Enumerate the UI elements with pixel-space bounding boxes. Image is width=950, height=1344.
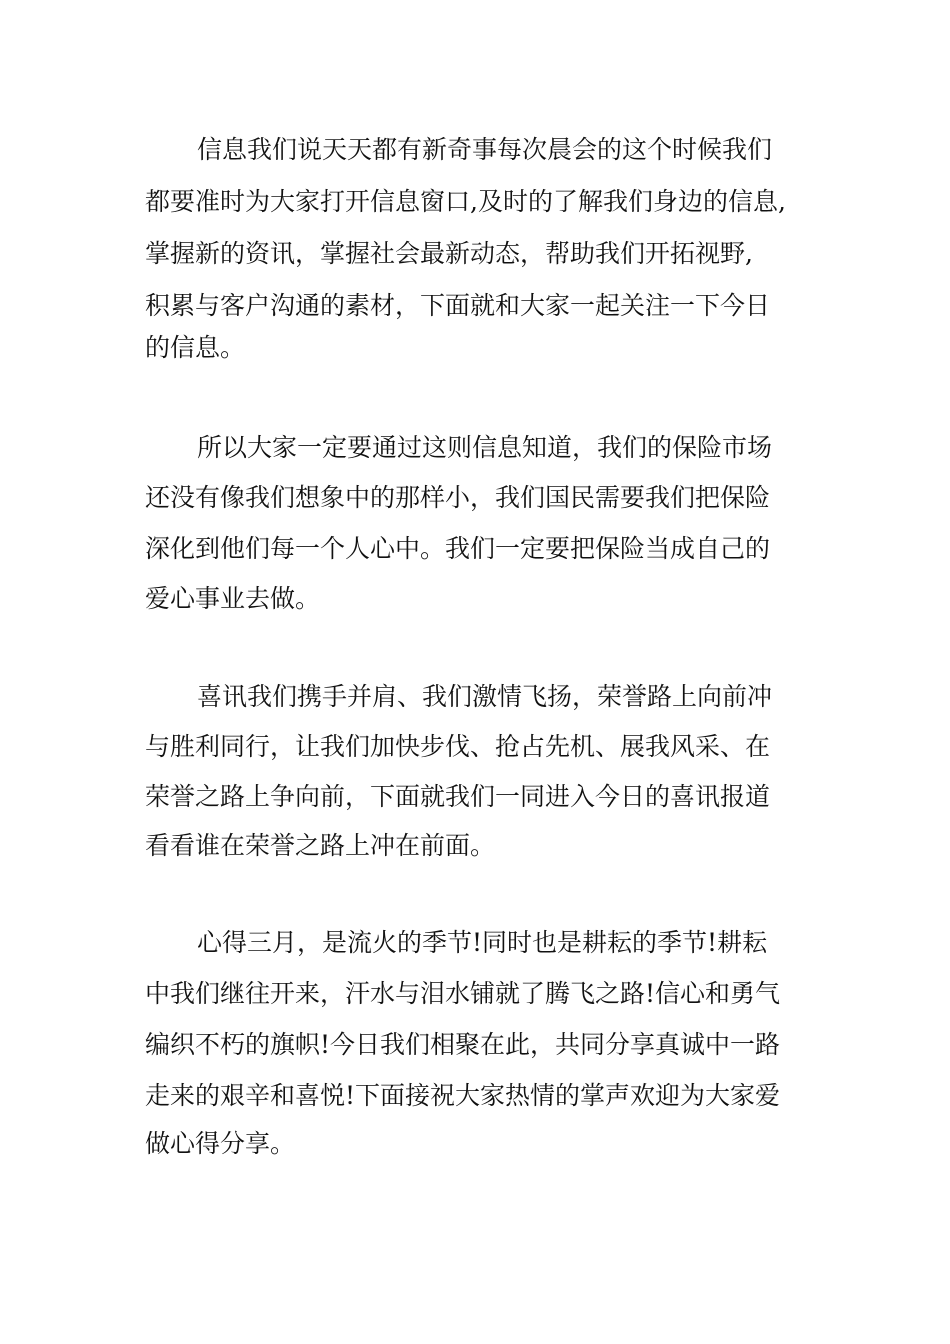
paragraph-4-line-1: 心得三月，是流火的季节!同时也是耕耘的季节!耕耘 xyxy=(197,928,768,957)
paragraph-1-line-3: 掌握新的资讯，掌握社会最新动态，帮助我们开拓视野, xyxy=(145,239,753,268)
paragraph-1-line-2: 都要准时为大家打开信息窗口,及时的了解我们身边的信息, xyxy=(145,187,786,216)
paragraph-3-line-4: 看看谁在荣誉之路上冲在前面。 xyxy=(145,831,496,860)
paragraph-3-line-3: 荣誉之路上争向前，下面就我们一同进入今日的喜讯报道 xyxy=(145,782,771,811)
paragraph-2-line-2: 还没有像我们想象中的那样小，我们国民需要我们把保险 xyxy=(145,483,771,512)
paragraph-2-line-4: 爱心事业去做。 xyxy=(145,584,321,613)
paragraph-4-line-4: 走来的艰辛和喜悦!下面接祝大家热情的掌声欢迎为大家爱 xyxy=(145,1081,781,1110)
paragraph-4-line-2: 中我们继往开来，汗水与泪水铺就了腾飞之路!信心和勇气 xyxy=(145,979,781,1008)
paragraph-1-line-1: 信息我们说天天都有新奇事每次晨会的这个时候我们 xyxy=(197,135,773,164)
paragraph-3-line-2: 与胜利同行，让我们加快步伐、抢占先机、展我风采、在 xyxy=(145,732,771,761)
paragraph-4-line-3: 编织不朽的旗帜!今日我们相聚在此，共同分享真诚中一路 xyxy=(145,1030,781,1059)
paragraph-2-line-1: 所以大家一定要通过这则信息知道，我们的保险市场 xyxy=(197,433,773,462)
paragraph-3-line-1: 喜讯我们携手并肩、我们激情飞扬，荣誉路上向前冲 xyxy=(197,682,773,711)
paragraph-1-line-4: 积累与客户沟通的素材，下面就和大家一起关注一下今日 xyxy=(145,291,771,320)
paragraph-1-line-5: 的信息。 xyxy=(145,333,246,362)
paragraph-2-line-3: 深化到他们每一个人心中。我们一定要把保险当成自己的 xyxy=(145,534,771,563)
paragraph-4-line-5: 做心得分享。 xyxy=(145,1129,296,1158)
